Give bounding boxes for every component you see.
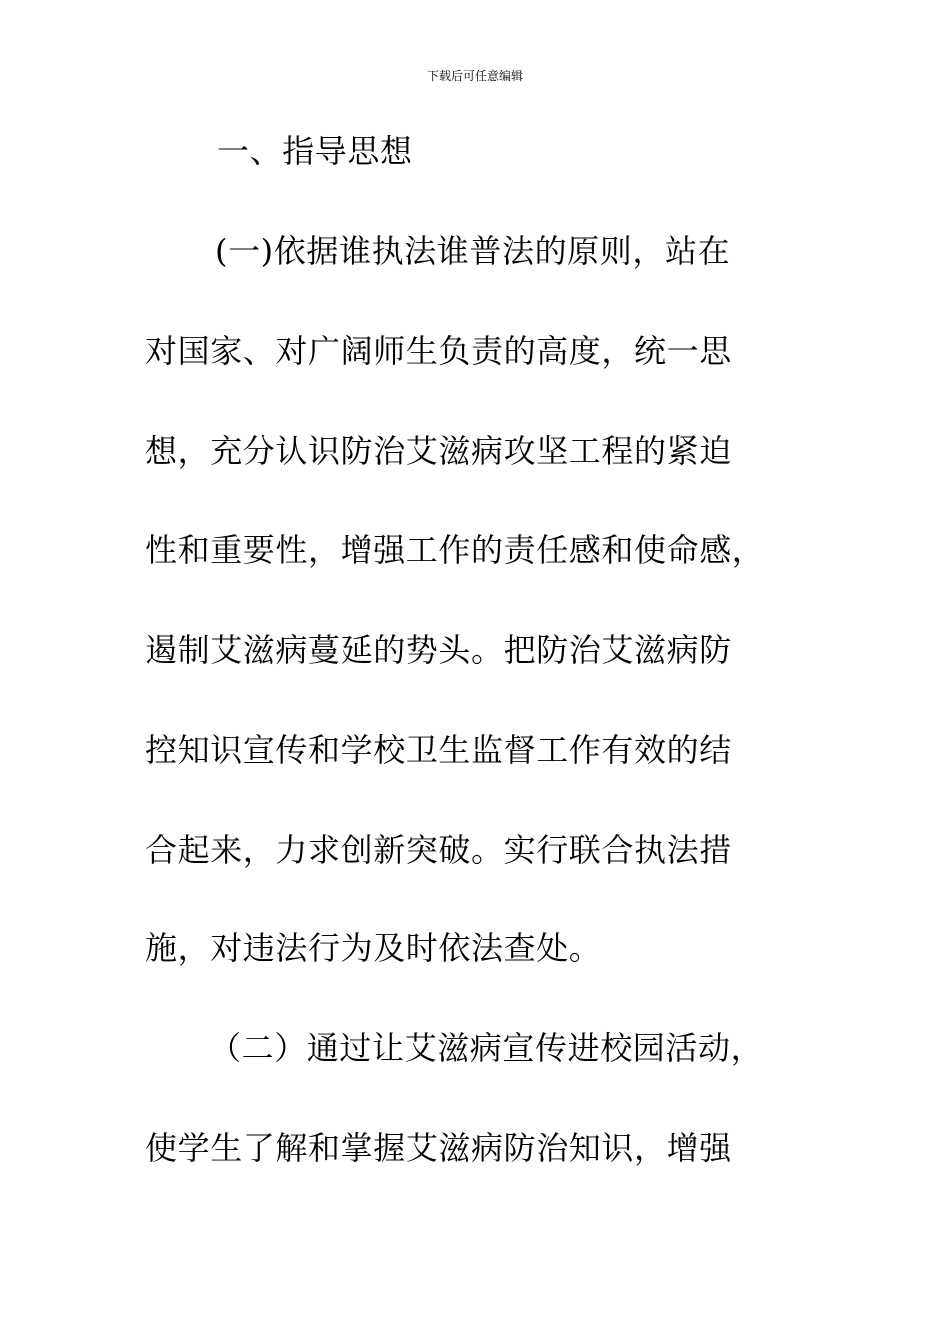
section-heading: 一、指导思想	[217, 132, 413, 170]
page-header: 下载后可任意编辑	[426, 69, 523, 83]
paragraph-line: （二）通过让艾滋病宣传进校园活动，	[209, 1029, 764, 1067]
paragraph-line: 使学生了解和掌握艾滋病防治知识，增强	[145, 1129, 732, 1167]
paragraph-line: 对国家、对广阔师生负责的高度，统一思	[145, 332, 732, 370]
paragraph-line: 遏制艾滋病蔓延的势头。把防治艾滋病防	[145, 631, 732, 669]
paragraph-line: 施，对违法行为及时依法查处。	[145, 929, 602, 967]
paragraph-line: 合起来，力求创新突破。实行联合执法措	[145, 831, 732, 869]
paragraph-line: 控知识宣传和学校卫生监督工作有效的结	[145, 731, 732, 769]
paragraph-line: 性和重要性，增强工作的责任感和使命感，	[145, 531, 765, 569]
paragraph-line: (一)依据谁执法谁普法的原则，站在	[215, 232, 731, 270]
paragraph-line: 想，充分认识防治艾滋病攻坚工程的紧迫	[145, 432, 732, 470]
